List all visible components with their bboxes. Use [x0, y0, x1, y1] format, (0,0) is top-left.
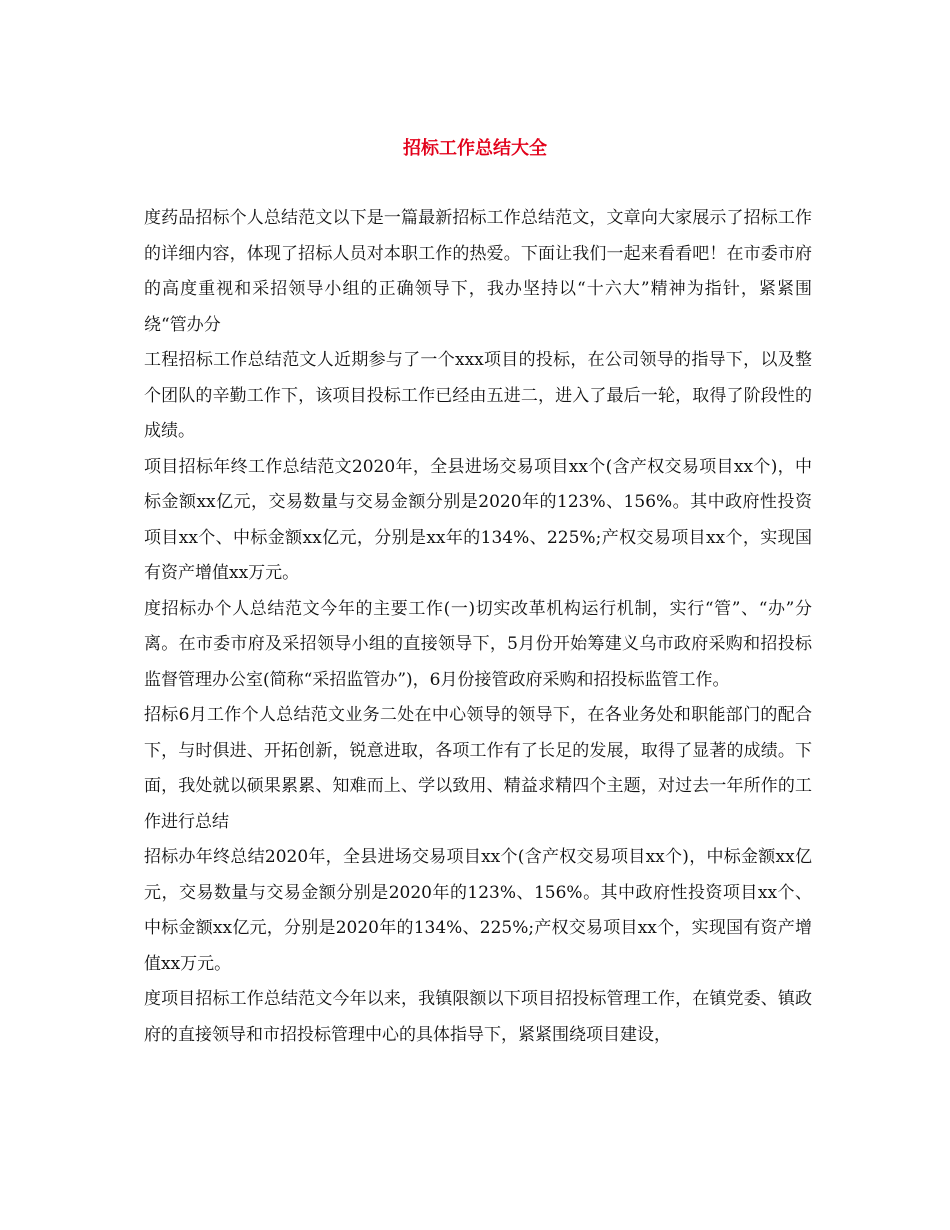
paragraph: 工程招标工作总结范文人近期参与了一个xxx项目的投标，在公司领导的指导下，以及整个团队的辛勤工作下，该项目投标工作已经由五进二，进入了最后一轮，取得了阶段性的成绩。: [144, 350, 812, 441]
document-body: [144, 201, 812, 1053]
document-title: 招标工作总结大全: [403, 138, 547, 159]
paragraph: 招标6月工作个人总结范文业务二处在中心领导的领导下，在各业务处和职能部门的配合下，与时俱进、开拓创新，锐意进取，各项工作有了长足的发展，取得了显著的成绩。下面，我处就以硕果累累、知难而上、学以致用、精益求精四个主题，对过去一年所作的工作进行总结: [144, 705, 812, 832]
paragraph: 度药品招标个人总结范文以下是一篇最新招标工作总结范文，文章向大家展示了招标工作的详细内容，体现了招标人员对本职工作的热爱。下面让我们一起来看看吧！在市委市府的高度重视和采招领导小组的正确领导下，我办坚持以“十六大”精神为指针，紧紧围绕“管办分: [144, 208, 812, 335]
paragraph: 项目招标年终工作总结范文2020年，全县进场交易项目xx个(含产权交易项目xx个)，中标金额xx亿元，交易数量与交易金额分别是2020年的123%、156%。其中政府性投资项目xx个、中标金额xx亿元，分别是xx年的134%、225%;产权交易项目xx个，实现国有资产增值xx万元。: [144, 456, 812, 583]
paragraph: 度项目招标工作总结范文今年以来，我镇限额以下项目招投标管理工作，在镇党委、镇政府的直接领导和市招投标管理中心的具体指导下，紧紧围绕项目建设，: [144, 989, 812, 1045]
paragraph: 招标办年终总结2020年，全县进场交易项目xx个(含产权交易项目xx个)，中标金额xx亿元，交易数量与交易金额分别是2020年的123%、156%。其中政府性投资项目xx个、中标金额xx亿元，分别是2020年的134%、225%;产权交易项目xx个，实现国有资产增值xx万元。: [144, 847, 812, 974]
paragraph: 度招标办个人总结范文今年的主要工作(一)切实改革机构运行机制，实行“管”、“办”分离。在市委市府及采招领导小组的直接领导下，5月份开始筹建义乌市政府采购和招投标监督管理办公室(简称“采招监管办”)，6月份接管政府采购和招投标监管工作。: [144, 598, 812, 690]
